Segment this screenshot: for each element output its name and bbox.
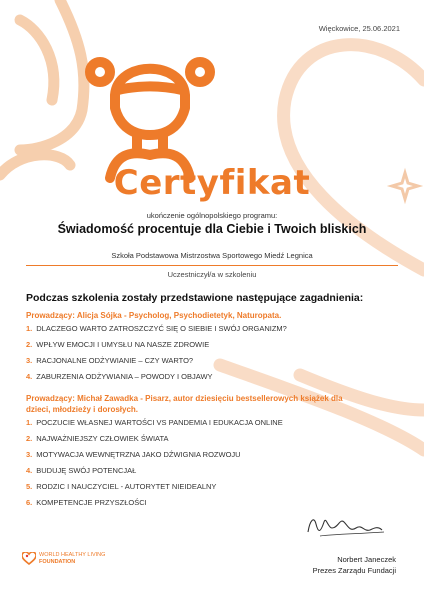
section-alicja-sojka <box>26 310 406 388</box>
topic-item <box>26 498 366 507</box>
topic-number: 1. <box>26 324 33 333</box>
topic-item <box>26 340 406 349</box>
certificate-title: Certyfikat <box>113 163 311 203</box>
topic-number: 5. <box>26 482 33 491</box>
topic-number: 1. <box>26 418 33 427</box>
topic-item <box>26 324 406 333</box>
topic-text: KOMPETENCJE PRZYSZŁOŚCI <box>36 498 147 507</box>
topic-text: MOTYWACJA WEWNĘTRZNA JAKO DŹWIGNIA ROZWOJU <box>36 450 241 459</box>
topic-item <box>26 356 406 365</box>
topic-text: DLACZEGO WARTO ZATROSZCZYĆ SIĘ O SIEBIE I SWÓJ ORGANIZM? <box>36 324 287 333</box>
topic-number: 4. <box>26 372 33 381</box>
topic-number: 6. <box>26 498 33 507</box>
presenter-line: Prowadzący: Michał Zawadka - Pisarz, autor dziesięciu bestsellerowych książek dla dzieci, młodzieży i dorosłych. <box>26 394 343 414</box>
topic-text: RACJONALNE ODŻYWIANIE – CZY WARTO? <box>36 356 194 365</box>
signer-role: Prezes Zarządu Fundacji <box>312 566 396 575</box>
presenter-line: Prowadzący: Alicja Sójka - Psycholog, Psychodietetyk, Naturopata. <box>26 311 282 320</box>
topic-text: POCZUCIE WŁASNEJ WARTOŚCI VS PANDEMIA I EDUKACJA ONLINE <box>36 418 283 427</box>
participant-line: Uczestniczył/a w szkoleniu <box>167 270 257 279</box>
certificate-subtitle: ukończenie ogólnopolskiego programu: <box>146 211 278 220</box>
topic-item <box>26 466 366 475</box>
certificate-date: Więckowice, 25.06.2021 <box>318 24 400 33</box>
topic-number: 2. <box>26 340 33 349</box>
topic-text: ZABURZENIA ODŻYWIANIA – POWODY I OBJAWY <box>36 372 213 381</box>
logo-line-1: WORLD HEALTHY LIVING <box>39 552 106 558</box>
topic-text: RODZIC I NAUCZYCIEL - AUTORYTET NIEIDEALNY <box>36 482 217 491</box>
heart-logo-icon <box>22 552 36 565</box>
topic-item <box>26 418 366 427</box>
topic-number: 2. <box>26 434 33 443</box>
logo-line-2: FOUNDATION <box>39 558 76 565</box>
school-name: Szkoła Podstawowa Mistrzostwa Sportowego Miedź Legnica <box>111 251 313 260</box>
signature-graphic <box>300 512 390 546</box>
topic-text: NAJWAŻNIEJSZY CZŁOWIEK ŚWIATA <box>36 434 169 443</box>
topic-number: 4. <box>26 466 33 475</box>
signer-name: Norbert Janeczek <box>337 555 396 564</box>
topics-heading: Podczas szkolenia zostały przedstawione następujące zagadnienia: <box>26 292 364 304</box>
divider-line <box>26 265 398 266</box>
topic-item <box>26 482 366 491</box>
topic-text: BUDUJĘ SWÓJ POTENCJAŁ <box>36 466 137 475</box>
topic-item <box>26 434 366 443</box>
topic-text: WPŁYW EMOCJI I UMYSŁU NA NASZE ZDROWIE <box>36 340 210 349</box>
foundation-logo <box>22 552 105 565</box>
program-name: Świadomość procentuje dla Ciebie i Twoich bliskich <box>57 222 367 236</box>
topic-number: 3. <box>26 356 33 365</box>
section-michal-zawadka <box>26 393 366 514</box>
topic-number: 3. <box>26 450 33 459</box>
topic-item <box>26 450 366 459</box>
topic-item <box>26 372 406 381</box>
